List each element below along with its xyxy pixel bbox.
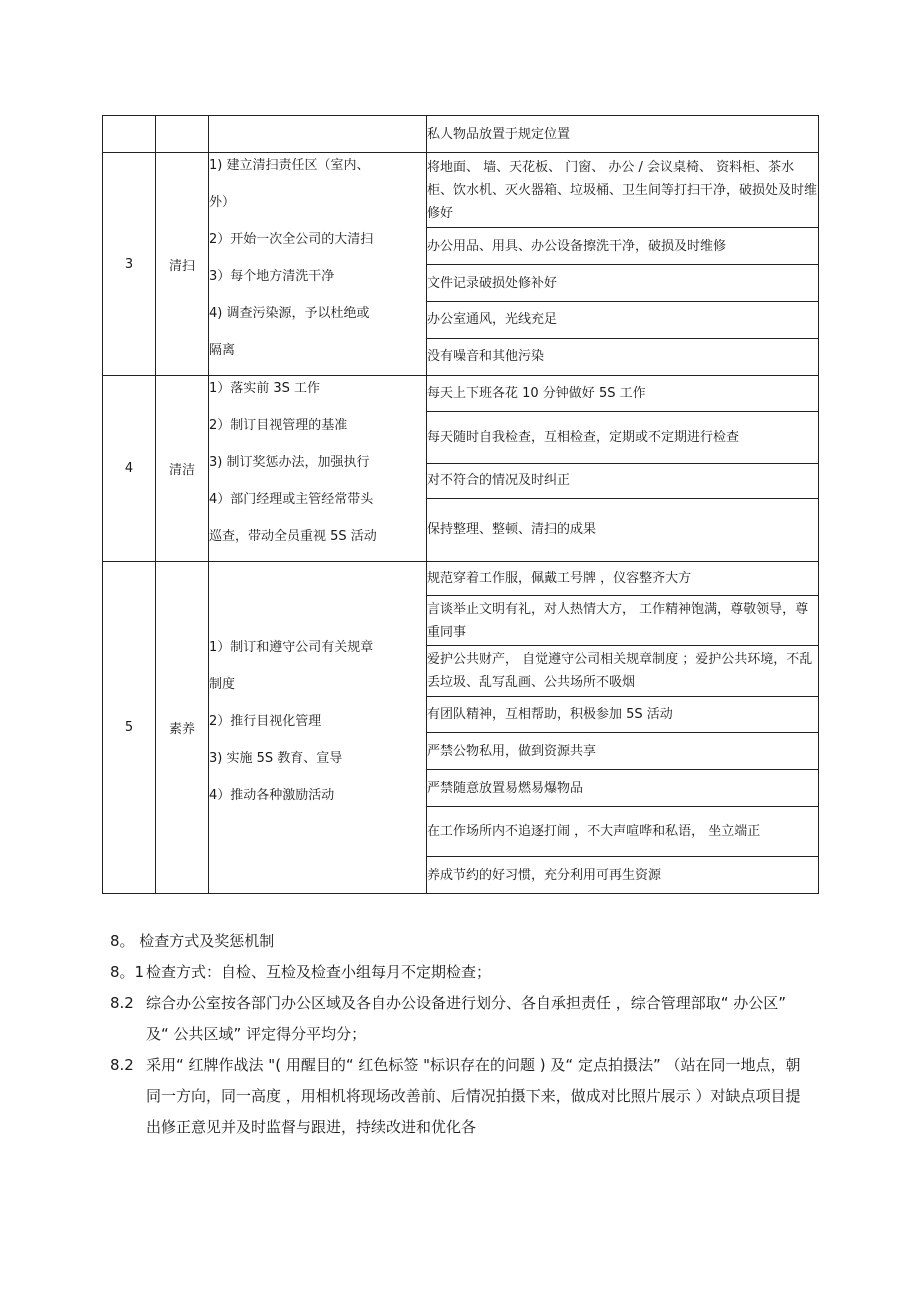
standard-cell: 对不符合的情况及时纠正 xyxy=(427,463,819,498)
item-text: 综合办公室按各部门办公区域及各自办公设备进行划分、各自承担责任 ，综合管理部取“ 办公区” 及“ 公共区域” 评定得分平均分； xyxy=(146,994,787,1043)
content-line: 2）开始一次全公司的大清扫 xyxy=(209,232,374,247)
content-line: 2）制订目视管理的基准 xyxy=(209,418,348,433)
content-line: 3) 制订奖惩办法，加强执行 xyxy=(209,455,370,470)
item-number: 8.2 xyxy=(110,1056,134,1074)
content-line: 3) 实施 5S 教育、宣导 xyxy=(209,751,343,766)
standard-cell: 严禁随意放置易燃易爆物品 xyxy=(427,770,819,807)
content-line: 1) 建立清扫责任区（室内、 xyxy=(209,158,370,173)
standard-cell: 每天随时自我检查，互相检查，定期或不定期进行检查 xyxy=(427,411,819,463)
5s-standards-table xyxy=(102,115,819,894)
standard-cell: 言谈举止文明有礼，对人热情大方， 工作精神饱满，尊敬领导，尊重同事 xyxy=(427,596,819,646)
section-item xyxy=(110,1050,810,1143)
standard-cell: 每天上下班各花 10 分钟做好 5S 工作 xyxy=(427,376,819,412)
standard-cell: 严禁公物私用，做到资源共享 xyxy=(427,733,819,770)
item-number: 8。1 xyxy=(110,963,145,981)
table-row xyxy=(103,376,819,412)
content-line: 4）推动各种激励活动 xyxy=(209,788,335,803)
standard-cell: 私人物品放置于规定位置 xyxy=(427,116,819,153)
standard-cell: 办公用品、用具、办公设备擦洗干净，破损及时维修 xyxy=(427,228,819,265)
content-line: 2）推行目视化管理 xyxy=(209,714,322,729)
standard-cell: 爱护公共财产， 自觉遵守公司相关规章制度 ；爱护公共环境，不乱丢垃圾、乱写乱画、公共场所不吸烟 xyxy=(427,646,819,697)
table-row xyxy=(103,116,819,153)
standard-cell: 规范穿着工作服，佩戴工号牌 ，仪容整齐大方 xyxy=(427,562,819,596)
standard-cell: 在工作场所内不追逐打闹 ，不大声喧哗和私语， 坐立端正 xyxy=(427,807,819,857)
table-row xyxy=(103,562,819,596)
content-line: 制度 xyxy=(209,677,236,692)
content-cell xyxy=(209,562,427,894)
content-line: 巡查，带动全员重视 5S 活动 xyxy=(209,529,377,544)
item-name-cell: 清扫 xyxy=(156,153,209,376)
section-item xyxy=(110,957,810,988)
item-name-cell: 素养 xyxy=(156,562,209,894)
item-number-cell: 5 xyxy=(103,562,156,894)
item-text: 检查方式：自检、互检及检查小组每月不定期检查； xyxy=(146,963,492,981)
item-number-cell: 3 xyxy=(103,153,156,376)
standard-cell: 没有噪音和其他污染 xyxy=(427,338,819,375)
item-number-cell xyxy=(103,116,156,153)
item-name-cell: 清洁 xyxy=(156,376,209,562)
content-line: 隔离 xyxy=(209,343,236,358)
content-line: 外） xyxy=(209,195,236,210)
standard-cell: 办公室通风，光线充足 xyxy=(427,301,819,338)
standard-cell: 养成节约的好习惯，充分利用可再生资源 xyxy=(427,857,819,894)
item-text: 采用“ 红牌作战法 "( 用醒目的“ 红色标签 "标识存在的问题 ) 及“ 定点拍摄法” （站在同一地点，朝同一方向，同一高度 ，用相机将现场改善前、后情况拍摄下来，做成对比照片展示 ）对缺点项目提出修正意见并及时监督与跟进，持续改进和优化各 xyxy=(146,1056,801,1136)
standard-cell: 将地面、 墙、天花板、 门窗、 办公 / 会议桌椅、 资料柜、茶水柜、饮水机、灭火器箱、垃圾桶、卫生间等打扫干净，破损处及时维修好 xyxy=(427,153,819,228)
standard-cell: 有团队精神，互相帮助，积极参加 5S 活动 xyxy=(427,697,819,733)
content-line: 1）制订和遵守公司有关规章 xyxy=(209,640,374,655)
standard-cell: 文件记录破损处修补好 xyxy=(427,265,819,301)
content-line: 1）落实前 3S 工作 xyxy=(209,381,321,396)
content-cell xyxy=(209,153,427,376)
content-line: 4）部门经理或主管经常带头 xyxy=(209,492,374,507)
item-number-cell: 4 xyxy=(103,376,156,562)
standard-cell: 保持整理、整顿、清扫的成果 xyxy=(427,498,819,561)
section-item xyxy=(110,988,810,1050)
content-line: 4) 调查污染源，予以杜绝或 xyxy=(209,306,370,321)
section-heading: 8。 检查方式及奖惩机制 xyxy=(110,932,275,950)
content-line: 3）每个地方清洗干净 xyxy=(209,269,335,284)
inspection-section xyxy=(110,926,810,1143)
item-number: 8.2 xyxy=(110,994,134,1012)
content-cell xyxy=(209,116,427,153)
table-row xyxy=(103,153,819,228)
content-cell xyxy=(209,376,427,562)
item-name-cell xyxy=(156,116,209,153)
